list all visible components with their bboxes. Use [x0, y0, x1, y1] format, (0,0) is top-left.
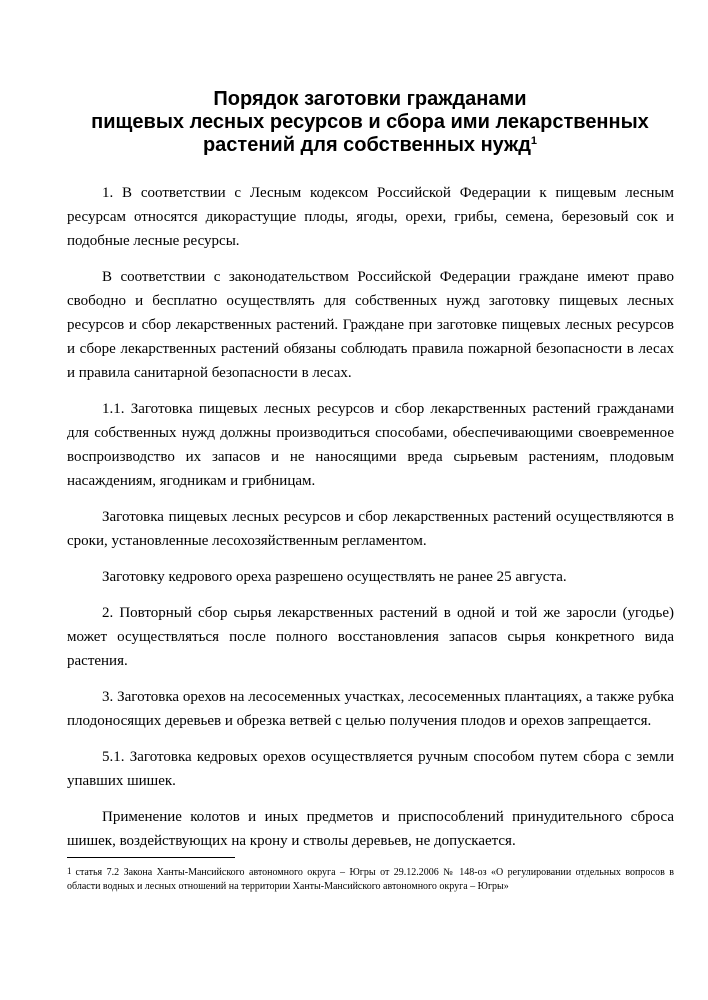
- footnote: [67, 866, 674, 894]
- title-line-1: Порядок заготовки гражданами: [213, 88, 527, 110]
- title-line-3-text: растений для собственных нужд: [202, 134, 531, 156]
- footnote-text: статья 7.2 Закона Ханты-Мансийского автономного округа – Югры от 29.12.2006 № 148-оз «О регулировании отдельных вопросов в области водных и лесных отношений на территории Ханты-Мансийского автономного округа – Югры»: [67, 867, 674, 892]
- paragraph-5: Заготовку кедрового ореха разрешено осуществлять не ранее 25 августа.: [102, 569, 567, 585]
- document-body: [67, 181, 674, 865]
- document-title: [60, 88, 680, 157]
- paragraph-3: 1.1. Заготовка пищевых лесных ресурсов и сбор лекарственных растений гражданами для собственных нужд должны производиться способами, обеспечивающими своевременное воспроизводство их запасов и не наносящими вреда сырьевым растениям, плодовым насаждениям, ягодникам и грибницам.: [67, 401, 674, 489]
- paragraph-6: 2. Повторный сбор сырья лекарственных растений в одной и той же заросли (угодье) может осуществляться после полного восстановления запасов сырья конкретного вида растения.: [67, 605, 674, 669]
- footnote-mark: 1: [67, 866, 72, 876]
- title-line-2: пищевых лесных ресурсов и сбора ими лекарственных: [91, 111, 649, 133]
- paragraph-7: 3. Заготовка орехов на лесосеменных участках, лесосеменных плантациях, а также рубка плодоносящих деревьев и обрезка ветвей с целью получения плодов и орехов запрещается.: [67, 689, 674, 729]
- title-footnote-mark: 1: [530, 135, 538, 147]
- title-line-3: [60, 134, 680, 157]
- paragraph-8: 5.1. Заготовка кедровых орехов осуществляется ручным способом путем сбора с земли упавших шишек.: [67, 749, 674, 789]
- paragraph-9: Применение колотов и иных предметов и приспособлений принудительного сброса шишек, воздействующих на крону и стволы деревьев, не допускается.: [67, 809, 674, 849]
- paragraph-2: В соответствии с законодательством Российской Федерации граждане имеют право свободно и бесплатно осуществлять для собственных нужд заготовку пищевых лесных ресурсов и сбор лекарственных растений. Граждане при заготовке пищевых лесных ресурсов и сборе лекарственных растений обязаны соблюдать правила пожарной безопасности в лесах и правила санитарной безопасности в лесах.: [67, 269, 674, 381]
- footnote-separator: [67, 857, 235, 858]
- paragraph-4: Заготовка пищевых лесных ресурсов и сбор лекарственных растений осуществляются в сроки, установленные лесохозяйственным регламентом.: [67, 509, 674, 549]
- paragraph-1: 1. В соответствии с Лесным кодексом Российской Федерации к пищевым лесным ресурсам относятся дикорастущие плоды, ягоды, орехи, грибы, семена, березовый сок и подобные лесные ресурсы.: [67, 185, 674, 249]
